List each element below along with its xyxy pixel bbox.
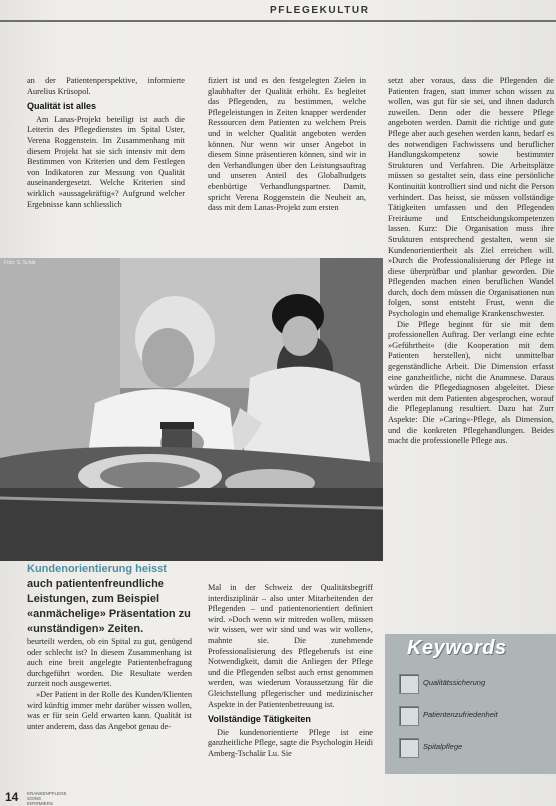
intro-paragraph: an der Patientenperspektive, informierte Aurelius Krüsopol. [27,76,185,96]
paragraph: beurteilt werden, ob ein Spital zu gut, genügend oder schlecht ist? In diesem Zusammenhang ist auch eine breit angelegte Patientenbefragung durchgeführt worden. Die Resultate werden zurzeit noch ausgewertet. [27,637,192,689]
keyword-label: Spitalpflege [423,742,463,751]
article-column-2-top [208,76,366,260]
paragraph: »Der Patient in der Rolle des Kunden/Klienten wird künftig immer mehr darüber wissen wollen, was er für sein Geld erwarten kann. Qualität ist unter anderem, dass das Angebot genau de- [27,689,192,731]
paragraph: Mal in der Schweiz der Qualitätsbegriff interdisziplinär – also unter Mitarbeitenden der Pflegenden – und patientenorientiert definiert wird. »Doch wenn wir mitreden wollen, müssen wir wissen, wer wir sind und was wir wollen«, mahnte sie. Die zunehmende Professionalisierung des Pflegeberufs ist eine Notwendigkeit, damit die Anliegen der Pflege und die Pflegenden selbst auch ernst genommen werden, was wiederum Voraussetzung für die Gleichstellung pflegerischer und medizinischer Aspekte in der Patientenbetreuung ist. [208,583,373,709]
keyword-label: Qualitätssicherung [423,678,486,687]
page-header [0,0,556,26]
page-number: 14 [5,790,19,804]
keyword-bullet-icon [399,738,419,758]
photo-caption [27,562,227,637]
article-column-2-bottom [208,583,373,783]
keyword-bullet-icon [399,706,419,726]
photo-nurse-and-patient [0,258,383,561]
caption-highlight: Kundenorientierung heisst [27,563,167,575]
article-photo [0,258,383,561]
keyword-label: Patientenzufriedenheit [423,710,498,719]
photo-credit: Foto: S. Schär [4,260,36,266]
publication-name: KRANKENPFLEGE SOINS INFIRMIERS [27,791,67,806]
paragraph: setzt aber voraus, dass die Pflegenden die Patienten fragen, statt immer schon wissen zu wollen, was gut für sie sei, und ihnen dadurch zuweilen. Denn oder die bessere Pflege angeboten werden. Damit die richtige und gute Pflege aber auch gesehen werden kann, bedarf es des notwendigen Fachwissens und beruflicher Handlungskompetenz sowie bestimmter Strukturen und Verfahren. Die Arbeitsplätze müssen so gestaltet sein, dass eine persönliche Kontinuität kontrolliert sind und nicht die Person verhindert. Das heisst, sie müssen vollständige Tätigkeiten umfassen und den Pflegenden Freiräume und Entscheidungskompetenzen lassen. Kurz: Die Organisation muss ihre Strukturen entsprechend gestalten, wenn sie Kundenorientiertheit als Ziel erreichen will. »Durch die Professionalisierung der Pflege ist diese überprüfbar und planbar geworden. Die Pflegenden machen einen beruflichen Wandel durch, doch dem müssen die Organisationen nun folgen, sonst entsteht Frust, wenn die Psychologin und ehemalige Krankenschwester. [388,76,554,319]
keyword-bullet-icon [399,674,419,694]
section-heading-complete-tasks: Vollständige Tätigkeiten [208,714,311,725]
paragraph: Die kundenorientierte Pflege ist eine ganzheitliche Pflege, sagte die Psychologin Heidi Amberg-Tschalär Lu. Sie [208,727,373,758]
section-heading-quality: Qualität ist alles [27,101,97,112]
paragraph: fiziert ist und es den festgelegten Zielen in glaubhafter der Qualität erhöht. Es begleitet das Pflegenden, zu bestimmen, welche Pflegeleistungen in Zeiten knapper werdender Ressourcen dem Patienten zu welchem Preis und in welcher Qualität angeboten werden können. Nur wenn wir unser Angebot in diesem Sinne präsentieren können, sind wir in den Verhandlungen über den Leistungsauftrag und unseren Anteil des Globalbudgets ebenbürtige Verhandlungspartner. Damit, spricht Verena Roggenstein die Neuheit an, dass mit dem Lanas-Projekt zum ersten [208,76,366,213]
keywords-title: Keywords [407,637,507,659]
keyword-item [399,706,556,726]
header-rule [0,20,556,22]
keyword-item [399,738,556,758]
paragraph: Die Pflege beginnt für sie mit dem professionellen Auftrag. Der verlangt eine echte »Geführtheit« (die Kooperation mit dem Patienten herstellen), nicht unmittelbar gegenständliche Arbeit. Die Dimension erfasst eine ganzheitliche, nicht die Anamnese. Daraus würden die Pflegediagnosen abgeleitet. Diese werden mit dem Patienten abgesprochen, worauf die Pflegeplanung resultiert. Dazu hat Zurr Aspekte: Die »Caring«-Pflege, als Dimension, und die konkreten Pflegehandlungen. Beides macht die professionelle Pflege aus. [388,319,554,446]
paragraph: Am Lanas-Projekt beteiligt ist auch die Leiterin des Pflegedienstes im Spital Uster, Verena Roggenstein. Im Zusammenhang mit diesem Projekt hat sie sich intensiv mit dem Bestimmen von Kriterien und dem Festlegen von Indikatoren zur Messung von Qualität auseinandergesetzt. Welche Kriterien sind wirklich »aussagekräftig«? Aufgrund welcher Ergebnisse kann schliesslich [27,114,185,209]
article-column-1-bottom [27,637,192,777]
caption-text: auch patientenfreundliche Leistungen, zum Beispiel «anmächelige» Präsentation zu «unständigen» Zeiten. [27,578,191,635]
article-column-3 [388,76,554,546]
keyword-item [399,674,556,694]
keywords-box [385,634,556,774]
page-footer [0,790,556,806]
section-title: PFLEGEKULTUR [270,5,370,16]
article-column-1-top [27,76,185,260]
